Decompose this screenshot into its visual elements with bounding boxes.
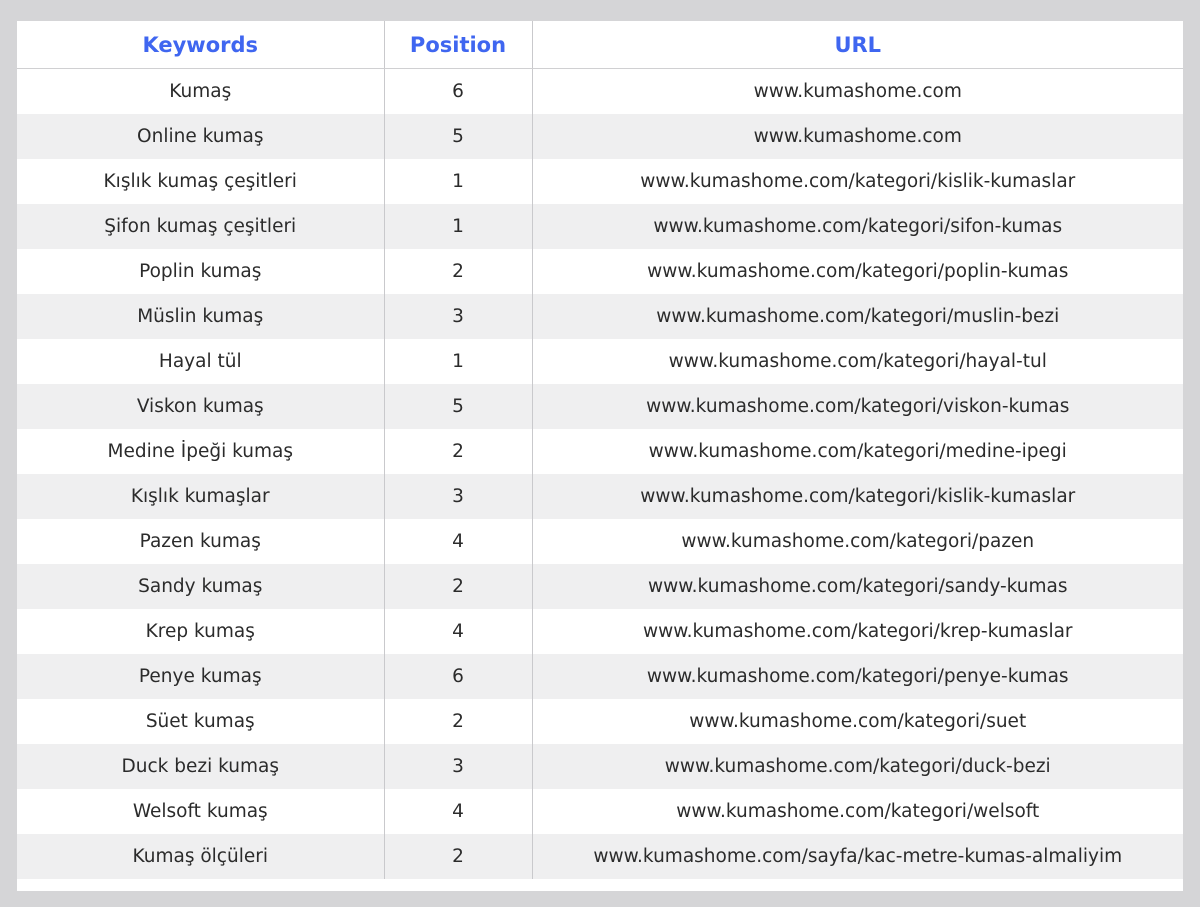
url-cell: www.kumashome.com/kategori/kislik-kumaslar <box>532 159 1183 204</box>
url-cell: www.kumashome.com/kategori/suet <box>532 699 1183 744</box>
table-row <box>17 159 1183 204</box>
keyword-cell: Poplin kumaş <box>17 249 384 294</box>
url-cell: www.kumashome.com <box>532 114 1183 159</box>
url-cell: www.kumashome.com/kategori/viskon-kumas <box>532 384 1183 429</box>
keyword-cell: Kumaş <box>17 69 384 115</box>
table-row <box>17 429 1183 474</box>
keyword-cell: Kumaş ölçüleri <box>17 834 384 879</box>
url-cell: www.kumashome.com/kategori/medine-ipegi <box>532 429 1183 474</box>
table-row <box>17 789 1183 834</box>
table-row <box>17 744 1183 789</box>
url-cell: www.kumashome.com/kategori/sandy-kumas <box>532 564 1183 609</box>
table-row <box>17 519 1183 564</box>
position-cell: 1 <box>384 159 532 204</box>
url-cell: www.kumashome.com/kategori/welsoft <box>532 789 1183 834</box>
table-row <box>17 114 1183 159</box>
position-cell: 5 <box>384 384 532 429</box>
url-cell: www.kumashome.com/kategori/poplin-kumas <box>532 249 1183 294</box>
keyword-cell: Şifon kumaş çeşitleri <box>17 204 384 249</box>
table-row <box>17 384 1183 429</box>
table-row <box>17 834 1183 879</box>
position-cell: 2 <box>384 429 532 474</box>
table-body <box>17 69 1183 880</box>
keyword-cell: Kışlık kumaş çeşitleri <box>17 159 384 204</box>
keyword-ranking-table <box>17 21 1183 879</box>
keyword-cell: Hayal tül <box>17 339 384 384</box>
keyword-cell: Viskon kumaş <box>17 384 384 429</box>
position-cell: 3 <box>384 744 532 789</box>
keyword-cell: Penye kumaş <box>17 654 384 699</box>
table-row <box>17 339 1183 384</box>
keyword-cell: Online kumaş <box>17 114 384 159</box>
keyword-cell: Medine İpeği kumaş <box>17 429 384 474</box>
url-cell: www.kumashome.com/kategori/kislik-kumaslar <box>532 474 1183 519</box>
position-cell: 1 <box>384 204 532 249</box>
url-cell: www.kumashome.com <box>532 69 1183 115</box>
url-cell: www.kumashome.com/kategori/duck-bezi <box>532 744 1183 789</box>
position-cell: 4 <box>384 519 532 564</box>
position-cell: 6 <box>384 69 532 115</box>
table-row <box>17 564 1183 609</box>
position-cell: 6 <box>384 654 532 699</box>
position-cell: 2 <box>384 834 532 879</box>
table-header-row <box>17 21 1183 69</box>
table-row <box>17 204 1183 249</box>
position-column-header: Position <box>384 21 532 69</box>
url-cell: www.kumashome.com/kategori/hayal-tul <box>532 339 1183 384</box>
url-column-header: URL <box>532 21 1183 69</box>
url-cell: www.kumashome.com/kategori/sifon-kumas <box>532 204 1183 249</box>
url-cell: www.kumashome.com/kategori/pazen <box>532 519 1183 564</box>
position-cell: 5 <box>384 114 532 159</box>
table-row <box>17 654 1183 699</box>
position-cell: 4 <box>384 609 532 654</box>
position-cell: 2 <box>384 249 532 294</box>
keyword-cell: Süet kumaş <box>17 699 384 744</box>
table-row <box>17 609 1183 654</box>
table-row <box>17 249 1183 294</box>
position-cell: 1 <box>384 339 532 384</box>
keyword-cell: Müslin kumaş <box>17 294 384 339</box>
url-cell: www.kumashome.com/kategori/penye-kumas <box>532 654 1183 699</box>
position-cell: 3 <box>384 294 532 339</box>
keyword-cell: Duck bezi kumaş <box>17 744 384 789</box>
keyword-cell: Pazen kumaş <box>17 519 384 564</box>
position-cell: 2 <box>384 699 532 744</box>
table-row <box>17 294 1183 339</box>
url-cell: www.kumashome.com/kategori/muslin-bezi <box>532 294 1183 339</box>
table-row <box>17 474 1183 519</box>
keyword-cell: Sandy kumaş <box>17 564 384 609</box>
table-row <box>17 699 1183 744</box>
url-cell: www.kumashome.com/sayfa/kac-metre-kumas-almaliyim <box>532 834 1183 879</box>
position-cell: 2 <box>384 564 532 609</box>
keyword-cell: Krep kumaş <box>17 609 384 654</box>
position-cell: 3 <box>384 474 532 519</box>
keyword-ranking-table-card <box>17 21 1183 891</box>
keywords-column-header: Keywords <box>17 21 384 69</box>
position-cell: 4 <box>384 789 532 834</box>
keyword-cell: Kışlık kumaşlar <box>17 474 384 519</box>
table-row <box>17 69 1183 115</box>
keyword-cell: Welsoft kumaş <box>17 789 384 834</box>
url-cell: www.kumashome.com/kategori/krep-kumaslar <box>532 609 1183 654</box>
